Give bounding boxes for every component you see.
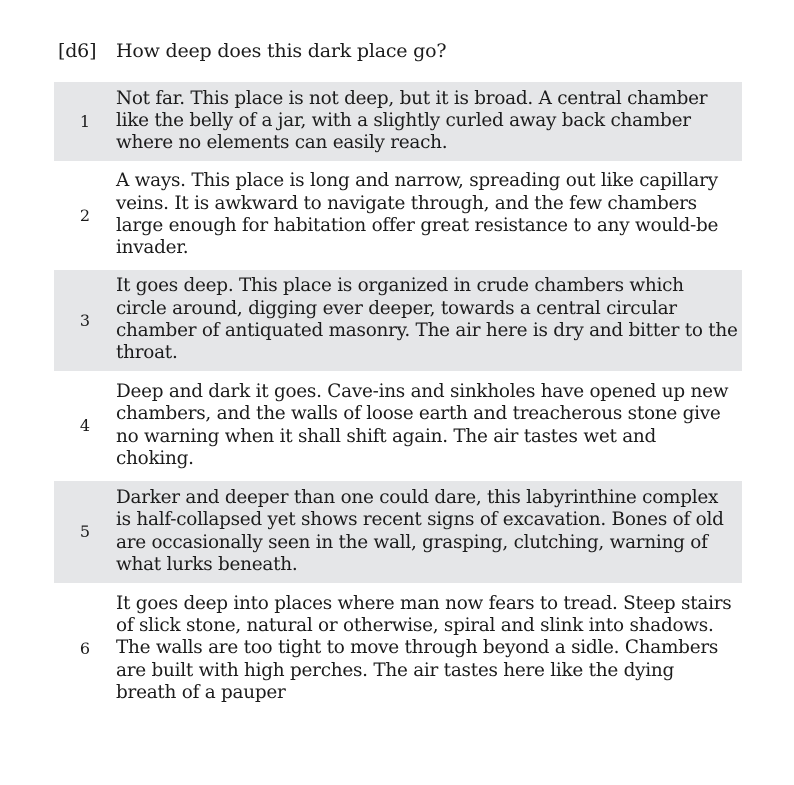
random-table (54, 40, 742, 715)
table-row (54, 82, 742, 161)
table-row (54, 270, 742, 371)
row-text: It goes deep. This place is organized in crude chambers which circle around, digging ever deeper, towards a central circular chamber of antiquated masonry. The air here is dry and bitter to the throat. (116, 275, 738, 364)
row-number: 2 (79, 205, 91, 225)
row-number: 1 (79, 111, 91, 131)
row-text: It goes deep into places where man now fears to tread. Steep stairs of slick stone, natural or otherwise, spiral and slink into shadows. The walls are too tight to move through beyond a sidle. Chambers are built with high perches. The air tastes here like the dying breath of a pauper (116, 592, 732, 703)
table-header (54, 40, 742, 76)
row-text: Not far. This place is not deep, but it is broad. A central chamber like the belly of a jar, with a slightly curled away back chamber where no elements can easily reach. (116, 87, 708, 154)
table-row (54, 375, 742, 477)
row-number: 3 (79, 310, 91, 330)
row-text: Darker and deeper than one could dare, this labyrinthine complex is half-collapsed yet shows recent signs of excavation. Bones of old are occasionally seen in the wall, grasping, clutching, warning of what lurks beneath. (116, 486, 724, 575)
table-question: How deep does this dark place go? (116, 40, 447, 62)
table-body (54, 82, 742, 711)
row-text: Deep and dark it goes. Cave-ins and sinkholes have opened up new chambers, and the walls of loose earth and treacherous stone give no warning when it shall shift again. The air tastes wet and choking. (116, 380, 729, 469)
table-row (54, 481, 742, 583)
row-number: 4 (79, 416, 91, 435)
table-row (54, 587, 742, 711)
row-text: A ways. This place is long and narrow, spreading out like capillary veins. It is awkward to navigate through, and the few chambers large enough for habitation offer great resistance to any would-be invader. (116, 170, 719, 259)
row-number: 6 (79, 639, 91, 658)
row-number: 5 (79, 522, 91, 541)
die-label: [d6] (58, 40, 97, 62)
table-row (54, 165, 742, 266)
